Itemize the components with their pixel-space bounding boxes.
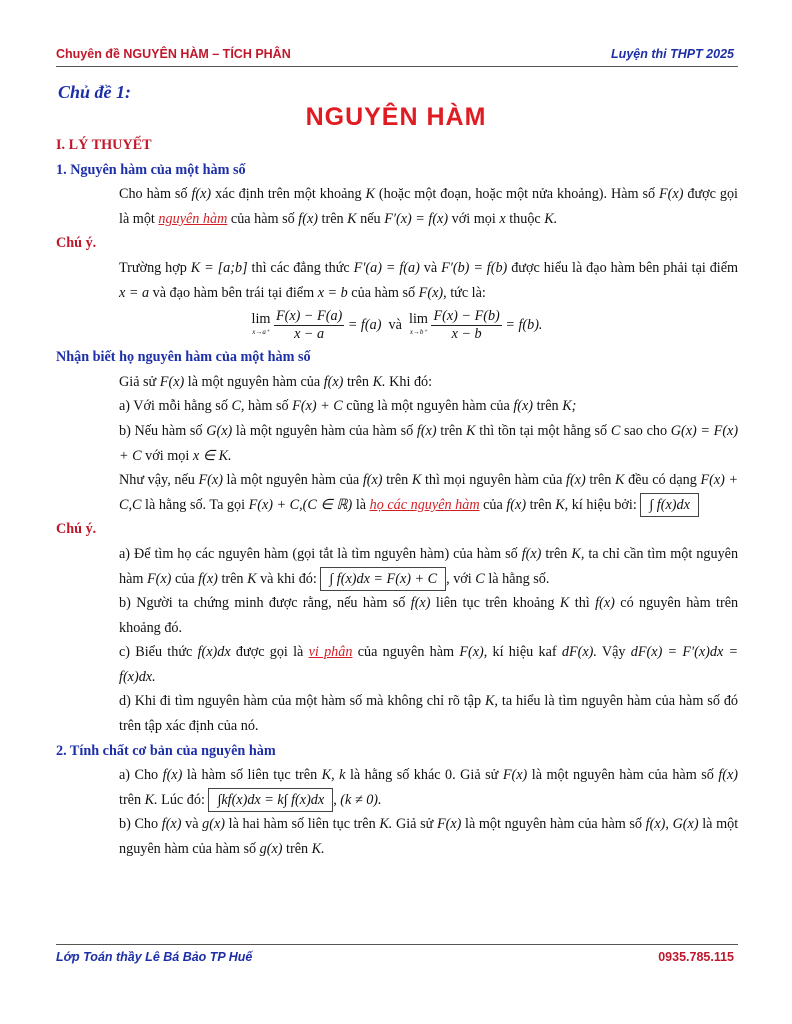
header-divider [56,66,738,67]
paragraph-p10: d) Khi đi tìm nguyên hàm của một hàm số mà không chỉ rõ tập K, ta hiểu là tìm nguyên hàm của hàm số đó trên tập xác định của nó. [119,693,739,735]
paragraph-p11: a) Cho f(x) là hàm số liên tục trên K, k là hằng số khác 0. Giả sử F(x) là một nguyên hàm của hàm số f(x) trên K. Lúc đó: ∫kf(x)dx = k∫ f(x)dx , (k ≠ 0). [56,763,738,812]
paragraph-p12: b) Cho f(x) và g(x) là hai hàm số liên tục trên K. Giả sử F(x) là một nguyên hàm của hàm số f(x), G(x) là một nguyên hàm của hàm số g(x) trên K. [119,816,739,858]
paragraph-p8: b) Người ta chứng minh được rằng, nếu hàm số f(x) liên tục trên khoảng K thì f(x) có nguyên hàm trên khoảng đó. [119,595,739,636]
section-heading: I. LÝ THUYẾT [56,137,152,153]
paragraph-p3: Giả sử F(x) là một nguyên hàm của f(x) trên K. Khi đó: [119,373,433,390]
integral-formula-box: ∫ f(x)dx = F(x) + C [320,567,446,591]
paragraph-definition: Cho hàm số f(x) xác định trên một khoảng K (hoặc một đoạn, hoặc một nửa khoảng). Hàm số F(x) được gọi là một nguyên hàm của hàm số f(x) trên K nếu F′(x) = f(x) với mọi x thuộc K. [119,186,738,227]
footer-left: Lớp Toán thầy Lê Bá Bảo TP Huế [56,950,253,964]
paragraph-note-1: Trường hợp K = [a;b] thì các đẳng thức F′(a) = f(a) và F′(b) = f(b) được hiểu là đạo hàm bên phải tại điểm x = a và đạo hàm bên trái tại điểm x = b của hàm số F(x), tức là: [119,259,739,301]
footer-divider [56,944,738,945]
subsection-heading-2: Nhận biết họ nguyên hàm của một hàm số [56,349,311,366]
page-title: NGUYÊN HÀM [305,103,487,131]
link-vi-phan[interactable]: vi phân [308,644,353,661]
link-ho-nguyen-ham[interactable]: họ các nguyên hàm [369,496,480,513]
paragraph-p9: c) Biểu thức f(x)dx được gọi là vi phân của nguyên hàm F(x), kí hiệu kaf dF(x). Vậy dF(x) = F′(x)dx = f(x)dx. [119,644,739,685]
header-right: Luyện thi THPT 2025 [611,47,734,61]
note-heading-1: Chú ý. [56,235,97,252]
integral-notation-box: ∫ f(x)dx [640,493,699,517]
main-content [56,133,738,862]
paragraph-p6: Như vậy, nếu F(x) là một nguyên hàm của f(x) trên K thì mọi nguyên hàm của f(x) trên K đều có dạng F(x) + C,C là hằng số. Ta gọi F(x) + C,(C ∈ ℝ) là họ các nguyên hàm của f(x) trên K, kí hiệu bởi: ∫ f(x)dx [56,468,738,517]
topic-label: Chủ đề 1: [58,82,132,102]
limit-formula: lim x→a⁺ $\frac{F(x) - F(a)}{x - a}$ = f(a) và lim x→b⁺ $\frac{F(x) - F(b)}{x - b}$ = f(b). [251,308,543,343]
link-nguyen-ham[interactable]: nguyên hàm [158,210,228,227]
header-left: Chuyên đề NGUYÊN HÀM – TÍCH PHÂN [56,47,291,61]
footer-phone: 0935.785.115 [658,950,734,964]
paragraph-p5: b) Nếu hàm số G(x) là một nguyên hàm của hàm số f(x) trên K thì tồn tại một hằng số C sao cho G(x) = F(x) + C với mọi x ∈ K. [119,422,739,464]
paragraph-p7: a) Để tìm họ các nguyên hàm (gọi tắt là tìm nguyên hàm) của hàm số f(x) trên K, ta chỉ cần tìm một nguyên hàm F(x) của f(x) trên K và khi đó: ∫ f(x)dx = F(x) + C , với C là hằng số. [56,542,738,591]
subsection-heading-1: 1. Nguyên hàm của một hàm số [56,161,246,178]
note-heading-2: Chú ý. [56,521,97,538]
subsection-heading-3: 2. Tính chất cơ bản của nguyên hàm [56,742,276,759]
paragraph-p4: a) Với mỗi hằng số C, hàm số F(x) + C cũng là một nguyên hàm của f(x) trên K; [119,398,577,415]
linearity-formula-box: ∫kf(x)dx = k∫ f(x)dx [208,788,333,812]
